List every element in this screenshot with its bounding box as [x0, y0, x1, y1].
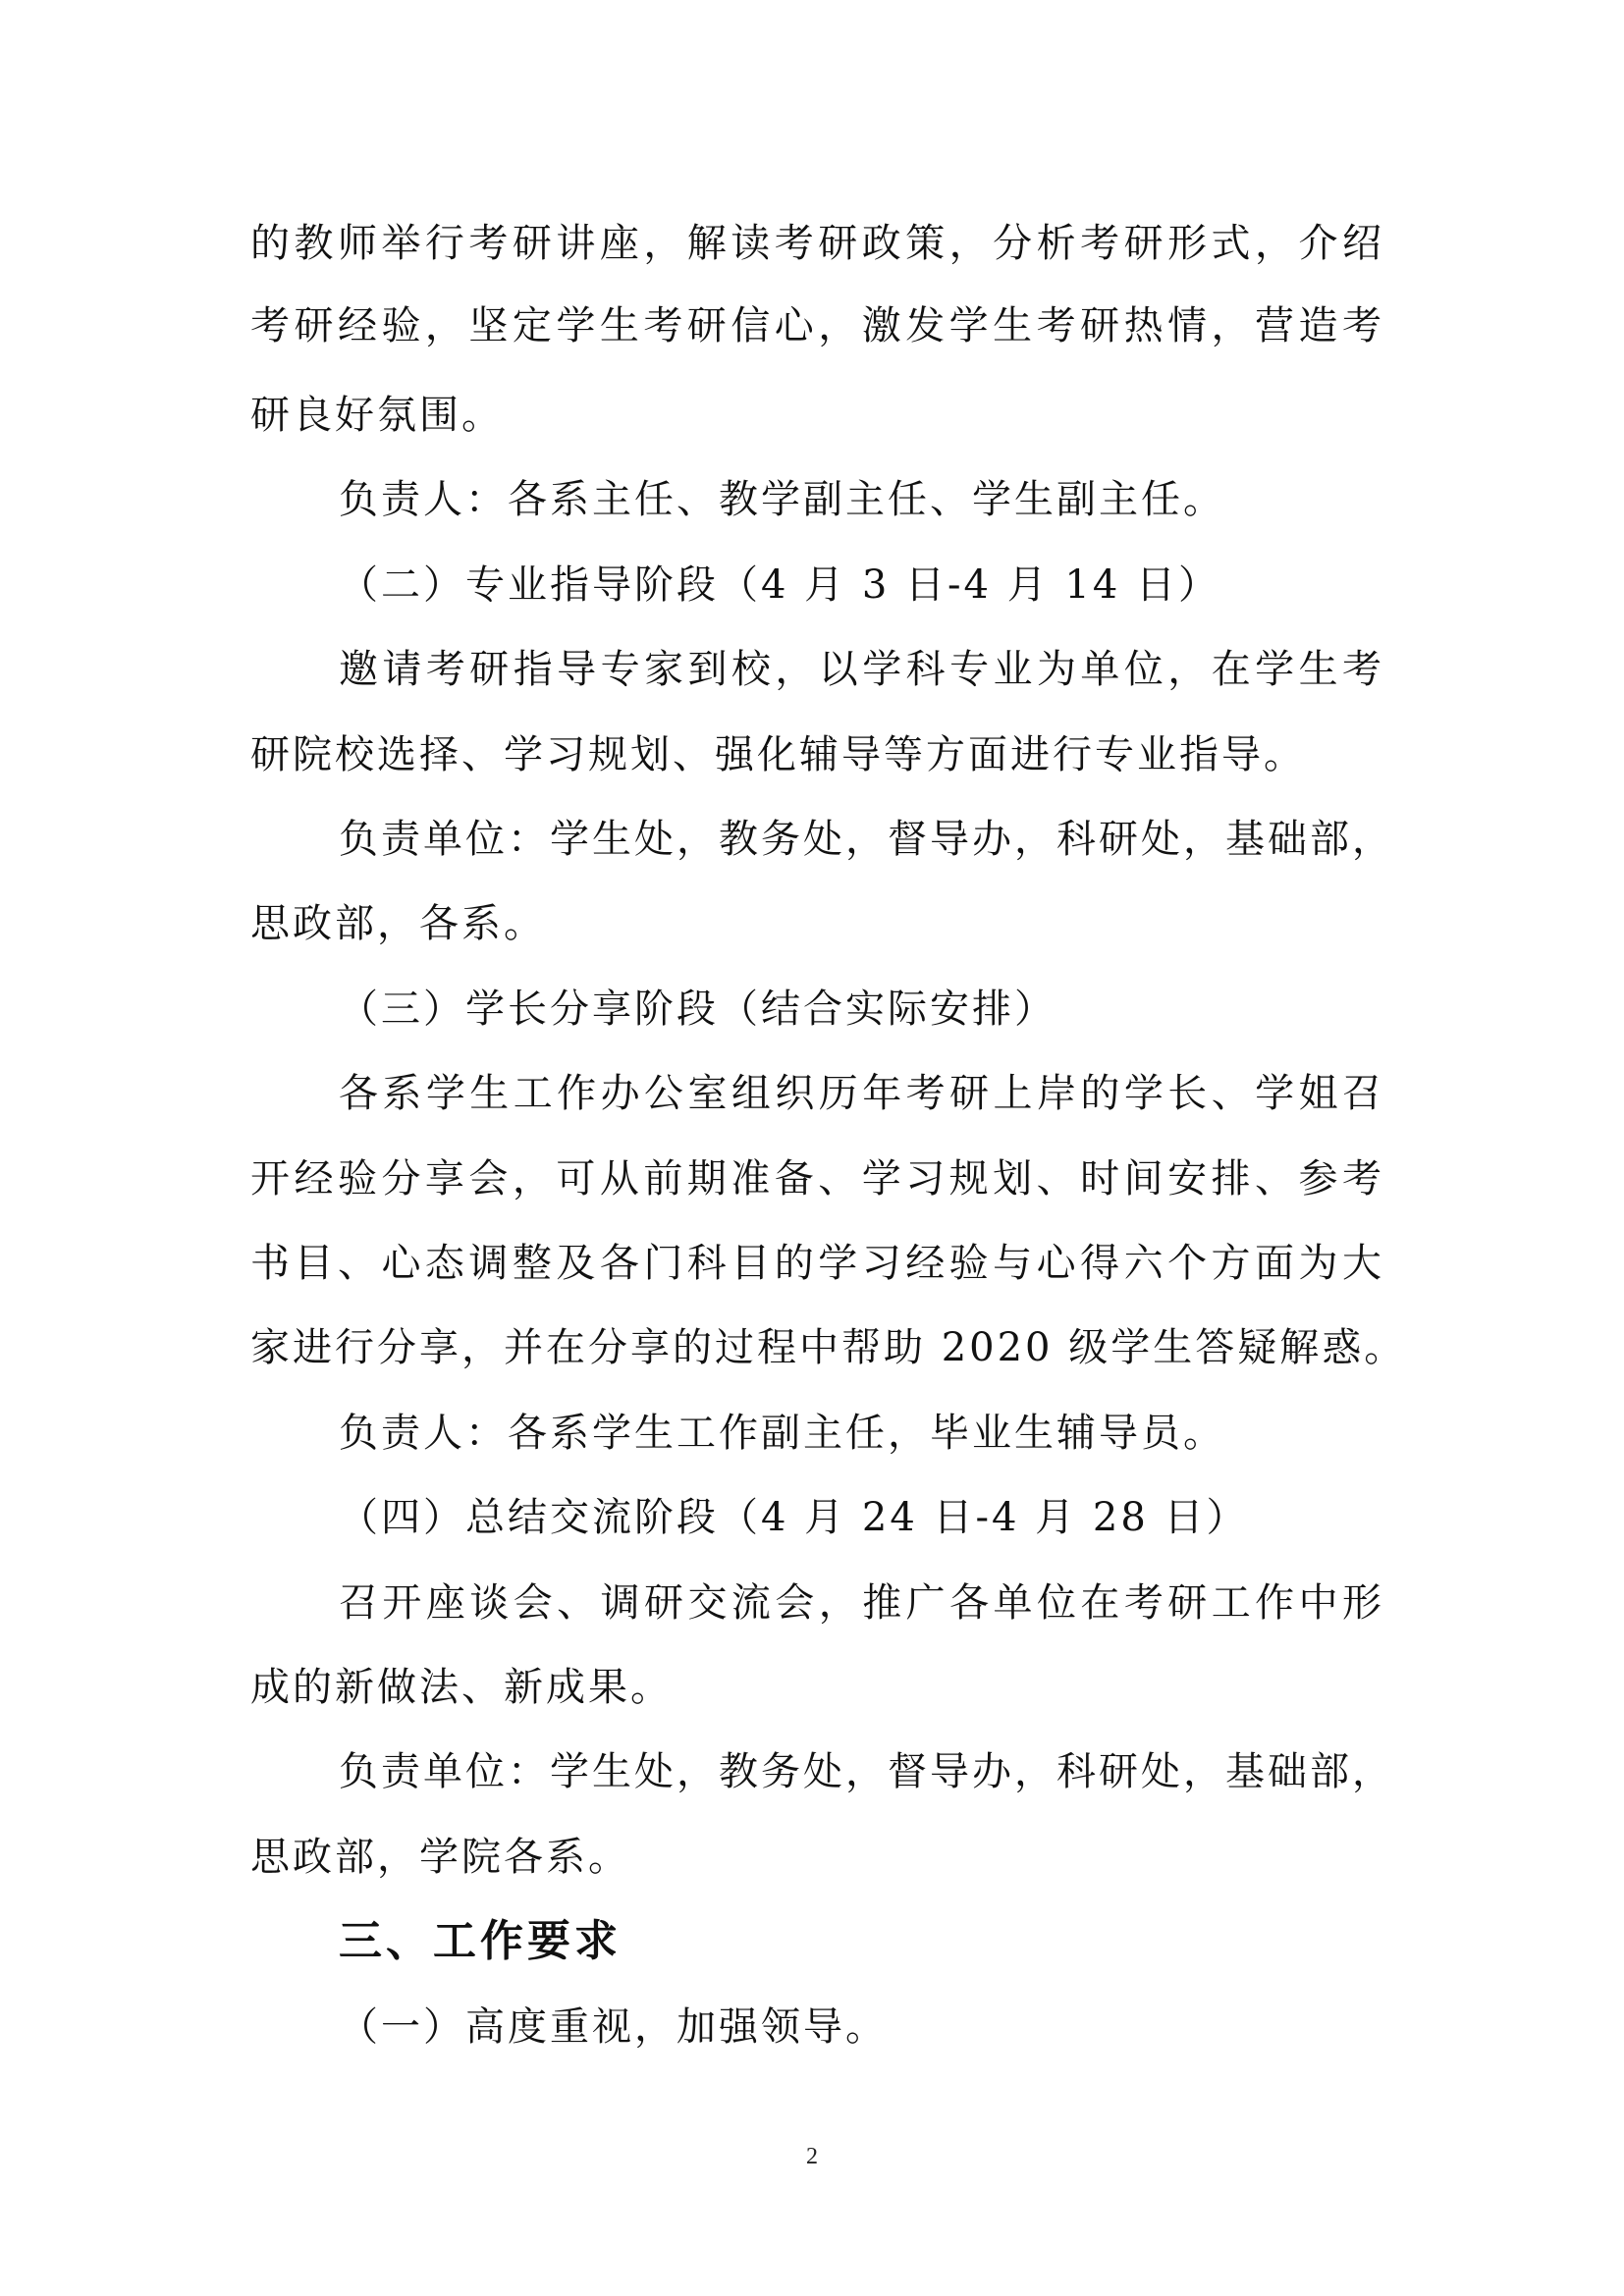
section-subheading: （一）高度重视，加强领导。: [339, 2004, 888, 2050]
responsible-unit-line: 负责单位：学生处，教务处，督导办，科研处，基础部，: [339, 817, 1394, 862]
section-subheading: （三）学长分享阶段（结合实际安排）: [339, 987, 1056, 1032]
body-text-line: 研院校选择、学习规划、强化辅导等方面进行专业指导。: [250, 732, 1306, 777]
responsible-person-line: 负责人：各系学生工作副主任，毕业生辅导员。: [339, 1411, 1225, 1456]
body-text-line: 召开座谈会、调研交流会，推广各单位在考研工作中形: [339, 1580, 1384, 1626]
body-text-line: 成的新做法、新成果。: [250, 1665, 673, 1710]
body-text-line: 考研经验，坚定学生考研信心，激发学生考研热情，营造考: [250, 303, 1384, 348]
page-number: 2: [806, 2144, 818, 2169]
responsible-person-line: 负责人：各系主任、教学副主任、学生副主任。: [339, 477, 1225, 522]
section-heading: 三、工作要求: [339, 1916, 622, 1966]
body-text-line: 思政部，学院各系。: [250, 1835, 630, 1880]
body-text-line: 家进行分享，并在分享的过程中帮助 2020 级学生答疑解惑。: [250, 1325, 1407, 1370]
body-text-line: 书目、心态调整及各门科目的学习经验与心得六个方面为大: [250, 1241, 1384, 1286]
body-text-line: 的教师举行考研讲座，解读考研政策，分析考研形式，介绍: [250, 221, 1384, 266]
body-text-line: 邀请考研指导专家到校，以学科专业为单位，在学生考: [339, 647, 1384, 692]
responsible-unit-line: 负责单位：学生处，教务处，督导办，科研处，基础部，: [339, 1749, 1394, 1794]
body-text-line: 研良好氛围。: [250, 393, 504, 438]
section-subheading: （四）总结交流阶段（4 月 24 日-4 月 28 日）: [339, 1495, 1249, 1540]
section-subheading: （二）专业指导阶段（4 月 3 日-4 月 14 日）: [339, 562, 1221, 608]
body-text-line: 思政部，各系。: [250, 901, 546, 946]
body-text-line: 开经验分享会，可从前期准备、学习规划、时间安排、参考: [250, 1156, 1384, 1201]
body-text-line: 各系学生工作办公室组织历年考研上岸的学长、学姐召: [339, 1071, 1384, 1116]
